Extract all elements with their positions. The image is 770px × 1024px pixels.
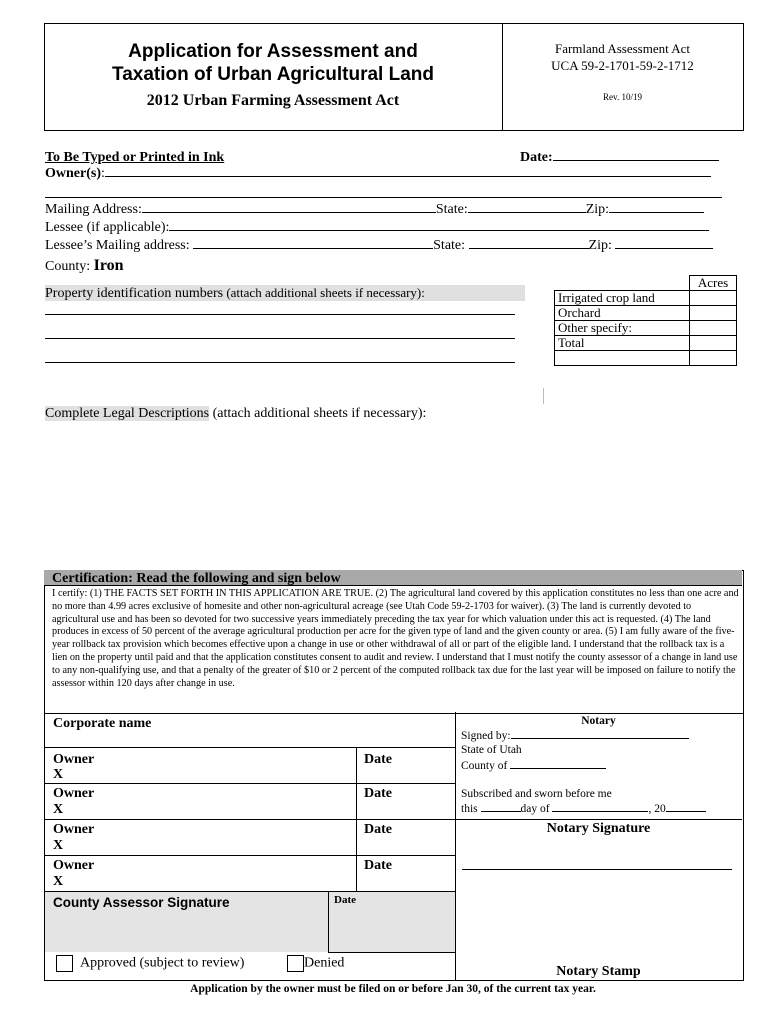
county-row[interactable] [45, 257, 124, 275]
acres-row-blank [555, 351, 690, 366]
approved-checkbox[interactable] [56, 955, 73, 972]
owner-1-x: X [53, 767, 64, 782]
owners-label: Owner(s) [45, 166, 101, 181]
owners-field[interactable] [45, 166, 711, 182]
owners-line[interactable] [105, 176, 711, 177]
mailing-line[interactable] [142, 212, 436, 213]
signed-by-line[interactable] [511, 738, 689, 739]
acres-table [554, 275, 737, 366]
notary-date-row[interactable] [461, 803, 706, 815]
zip-line[interactable] [609, 212, 704, 213]
owner-2-date[interactable]: Date [364, 786, 392, 801]
certification-text: I certify: (1) THE FACTS SET FORTH IN THIS APPLICATION ARE TRUE. (2) The agricultural land covered by this application constitutes no less than one acre and no more than 4.99 acres exclusive of homesite and other non-agricultural acreage (see Utah Code 59-2-1703 for waiver). (3) The land is currently devoted to agricultural use and has been so devoted for two successive years immediately preceding the tax year for which valuation under this act is requested. (4) The land produces in excess of 50 percent of the average agricultural production per acre for the given type of land and the given county or area. (5) I am fully aware of the five-year rollback tax provision which becomes effective upon a change in use or other withdrawal of all or part of the eligible land. I understand that the rollback tax is a lien on the property until paid and that the application constitutes consent to audit and review. I understand that I must notify the county assessor of a change in land use to any non-qualifying use, and that a penalty of the greater of $10 or 2 percent of the computed rollback tax due for the last year will be imposed on failure to notify the assessor within 120 days after change in use. [52, 588, 739, 689]
date-label: Date: [520, 150, 553, 165]
zip-label: Zip: [585, 202, 610, 217]
owner-1-date[interactable]: Date [364, 752, 392, 767]
act-reference [503, 40, 742, 74]
day-line[interactable] [481, 811, 521, 812]
legal-note: (attach additional sheets if necessary): [209, 406, 427, 421]
owner-3-label: Owner [53, 822, 95, 837]
owner-4-x: X [53, 874, 64, 889]
denied-option[interactable] [287, 955, 344, 972]
owner-2-x: X [53, 802, 64, 817]
notary-divider-h [455, 819, 742, 820]
year-line[interactable] [666, 811, 706, 812]
acres-corner [555, 276, 690, 291]
month-line[interactable] [552, 811, 648, 812]
notary-state: State of Utah [461, 744, 522, 756]
date-field[interactable] [520, 150, 719, 166]
owner-1-label: Owner [53, 752, 95, 767]
date-line[interactable] [553, 160, 719, 161]
signed-by-label: Signed by: [461, 730, 511, 742]
corporate-name-field[interactable] [44, 730, 455, 747]
approved-option[interactable] [56, 955, 244, 972]
state-label: State: [435, 202, 468, 217]
acres-input-blank[interactable] [690, 351, 737, 366]
year-label: , 20 [648, 803, 666, 815]
notary-signed-by[interactable] [461, 730, 689, 742]
form-title [60, 40, 486, 86]
acres-row-irrigated: Irrigated crop land [555, 291, 690, 306]
owner-4-label: Owner [53, 858, 95, 873]
pid-heading [45, 285, 525, 301]
typed-notice: To Be Typed or Printed in Ink [45, 150, 225, 165]
pid-line-2[interactable] [45, 328, 515, 339]
county-of-label: County of [461, 760, 511, 772]
approved-label: Approved (subject to review) [80, 955, 245, 971]
title-line-1: Application for Assessment and [128, 41, 418, 62]
state-line[interactable] [468, 212, 586, 213]
acres-header: Acres [690, 276, 737, 291]
notary-county[interactable] [461, 760, 606, 772]
owner-4-date[interactable]: Date [364, 858, 392, 873]
lessee-line[interactable] [169, 230, 709, 231]
acres-input-orchard[interactable] [690, 306, 737, 321]
assessor-date-bottom [328, 952, 455, 953]
owner-2[interactable] [53, 786, 94, 818]
legal-label: Complete Legal Descriptions [45, 406, 210, 421]
lessee-mailing-label: Lessee’s Mailing address: [45, 238, 194, 253]
assessor-date-divider [328, 891, 329, 952]
county-value[interactable]: Iron [93, 257, 124, 274]
owners-colon: : [101, 166, 105, 181]
lessee-zip-label: Zip: [588, 238, 616, 253]
mailing-address-row[interactable] [45, 202, 704, 218]
denied-checkbox[interactable] [287, 955, 304, 972]
this-label: this [461, 803, 481, 815]
pid-label: Property identification numbers [45, 286, 224, 301]
legal-heading [45, 406, 426, 422]
lessee-mailing-line[interactable] [193, 248, 433, 249]
owner-1[interactable] [53, 752, 94, 782]
form-subtitle: 2012 Urban Farming Assessment Act [146, 92, 400, 109]
owners-line-2[interactable] [45, 183, 722, 198]
lessee-zip-line[interactable] [615, 248, 713, 249]
notary-sworn: Subscribed and sworn before me [461, 788, 612, 800]
row-divider-2 [44, 783, 455, 784]
filing-deadline-note: Application by the owner must be filed on or before Jan 30, of the current tax year. [190, 983, 596, 995]
county-of-line[interactable] [510, 768, 606, 769]
owner-3-date[interactable]: Date [364, 822, 392, 837]
denied-label: Denied [304, 955, 345, 971]
certification-title: Certification: Read the following and sign below [44, 570, 742, 586]
assessor-signature-field[interactable] [46, 910, 326, 950]
acres-row-orchard: Orchard [555, 306, 690, 321]
owner-4[interactable] [53, 858, 94, 890]
revision: Rev. 10/19 [603, 92, 642, 102]
notary-title: Notary [581, 715, 616, 727]
text-cursor [543, 388, 544, 404]
lessee-row[interactable] [45, 220, 709, 236]
corporate-name-label: Corporate name [53, 716, 152, 731]
legal-description-area[interactable] [45, 428, 742, 563]
acres-input-other[interactable] [690, 321, 737, 336]
pid-line-1[interactable] [45, 304, 515, 315]
notary-signature-label: Notary Signature [546, 821, 651, 836]
lessee-state-line[interactable] [469, 248, 589, 249]
row-divider-4 [44, 855, 455, 856]
acres-row-total: Total [555, 336, 690, 351]
date-column-divider [356, 747, 357, 891]
acres-input-irrigated[interactable] [690, 291, 737, 306]
owner-3[interactable] [53, 822, 94, 854]
day-of-label: day of [520, 803, 553, 815]
act-name: Farmland Assessment Act [554, 41, 691, 56]
acres-input-total[interactable] [690, 336, 737, 351]
act-code: UCA 59-2-1701-59-2-1712 [551, 58, 694, 73]
row-divider-3 [44, 819, 455, 820]
notary-stamp-area[interactable] [456, 880, 741, 960]
mailing-label: Mailing Address: [45, 202, 142, 217]
assessor-label: County Assessor Signature [53, 895, 230, 910]
notary-stamp-label: Notary Stamp [556, 964, 641, 979]
owner-2-label: Owner [53, 786, 95, 801]
notary-signature-line[interactable] [462, 857, 732, 870]
row-divider-1 [44, 747, 455, 748]
lessee-mailing-row[interactable] [45, 238, 713, 254]
title-line-2: Taxation of Urban Agricultural Land [112, 64, 434, 85]
pid-line-3[interactable] [45, 352, 515, 363]
lessee-state-label: State: [433, 238, 469, 253]
lessee-label: Lessee (if applicable): [45, 220, 170, 235]
assessor-date-label: Date [334, 894, 356, 906]
owner-3-x: X [53, 838, 64, 853]
pid-note: (attach additional sheets if necessary): [223, 285, 425, 300]
county-label: County: [45, 259, 94, 274]
acres-row-other: Other specify: [555, 321, 690, 336]
